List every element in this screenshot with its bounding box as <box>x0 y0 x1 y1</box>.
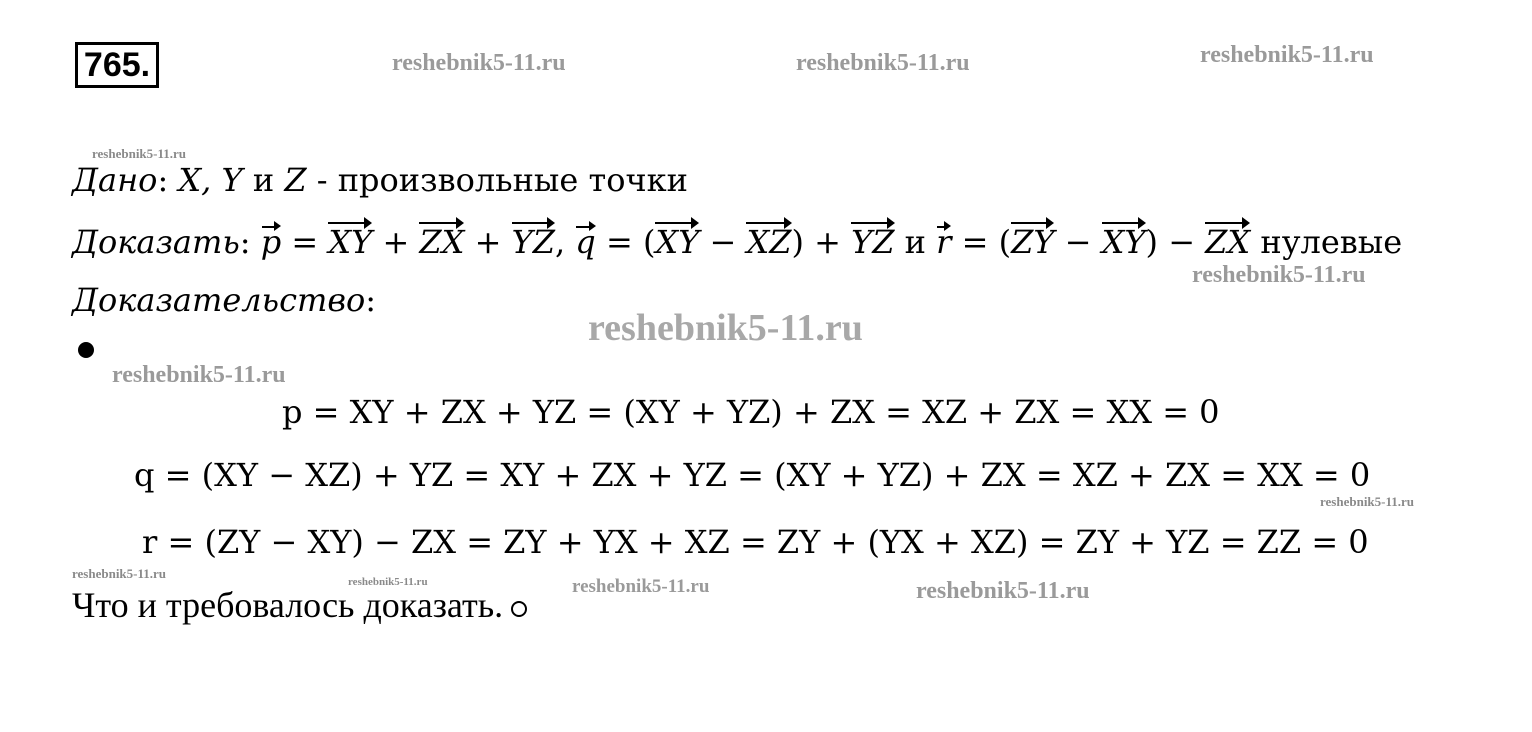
given-point-z: Z <box>284 161 307 199</box>
prove-label: Доказать <box>72 223 240 261</box>
watermark: reshebnik5-11.ru <box>348 576 428 588</box>
given-rest: - произвольные точки <box>306 161 688 199</box>
vector-r: r <box>936 223 952 261</box>
prove-line: Доказать: p = XY + ZX + YZ, q = (XY − XZ) + YZ и r = (ZY − XY) − ZX нулевые <box>72 220 1402 262</box>
given-and: и <box>252 161 275 199</box>
proof-label-line: Доказательство: <box>72 281 377 319</box>
watermark: reshebnik5-11.ru <box>916 578 1090 604</box>
end-of-proof-circle-icon <box>511 601 527 617</box>
watermark: reshebnik5-11.ru <box>1320 494 1415 509</box>
watermark: reshebnik5-11.ru <box>92 146 187 161</box>
given-points: X, Y <box>178 161 243 199</box>
watermark: reshebnik5-11.ru <box>588 307 863 349</box>
watermark: reshebnik5-11.ru <box>572 576 710 597</box>
given-label: Дано <box>72 161 158 199</box>
watermark: reshebnik5-11.ru <box>1200 42 1374 68</box>
proof-label: Доказательство <box>72 281 366 319</box>
equation-r: r = (ZY − XY) − ZX = ZY + YX + XZ = ZY + (YX + XZ) = ZY + YZ = ZZ = 0 <box>142 523 1369 561</box>
conclusion-line <box>72 584 527 626</box>
vector-p: p <box>260 223 282 261</box>
watermark: reshebnik5-11.ru <box>796 50 970 76</box>
watermark: reshebnik5-11.ru <box>72 566 167 581</box>
vector-q: q <box>575 223 596 261</box>
problem-number: 765. <box>75 42 159 88</box>
bullet-dot <box>78 342 94 358</box>
watermark: reshebnik5-11.ru <box>392 50 566 76</box>
watermark: reshebnik5-11.ru <box>112 362 286 388</box>
prove-tail: нулевые <box>1260 223 1403 261</box>
given-line: Дано: X, Y и Z - произвольные точки <box>72 161 688 199</box>
prove-and: и <box>904 223 926 261</box>
equation-p: p = XY + ZX + YZ = (XY + YZ) + ZX = XZ + ZX = XX = 0 <box>282 393 1220 431</box>
watermark: reshebnik5-11.ru <box>1192 262 1366 288</box>
equation-q: q = (XY − XZ) + YZ = XY + ZX + YZ = (XY + YZ) + ZX = XZ + ZX = XX = 0 <box>134 456 1371 494</box>
conclusion-text: Что и требовалось доказать. <box>72 585 504 625</box>
